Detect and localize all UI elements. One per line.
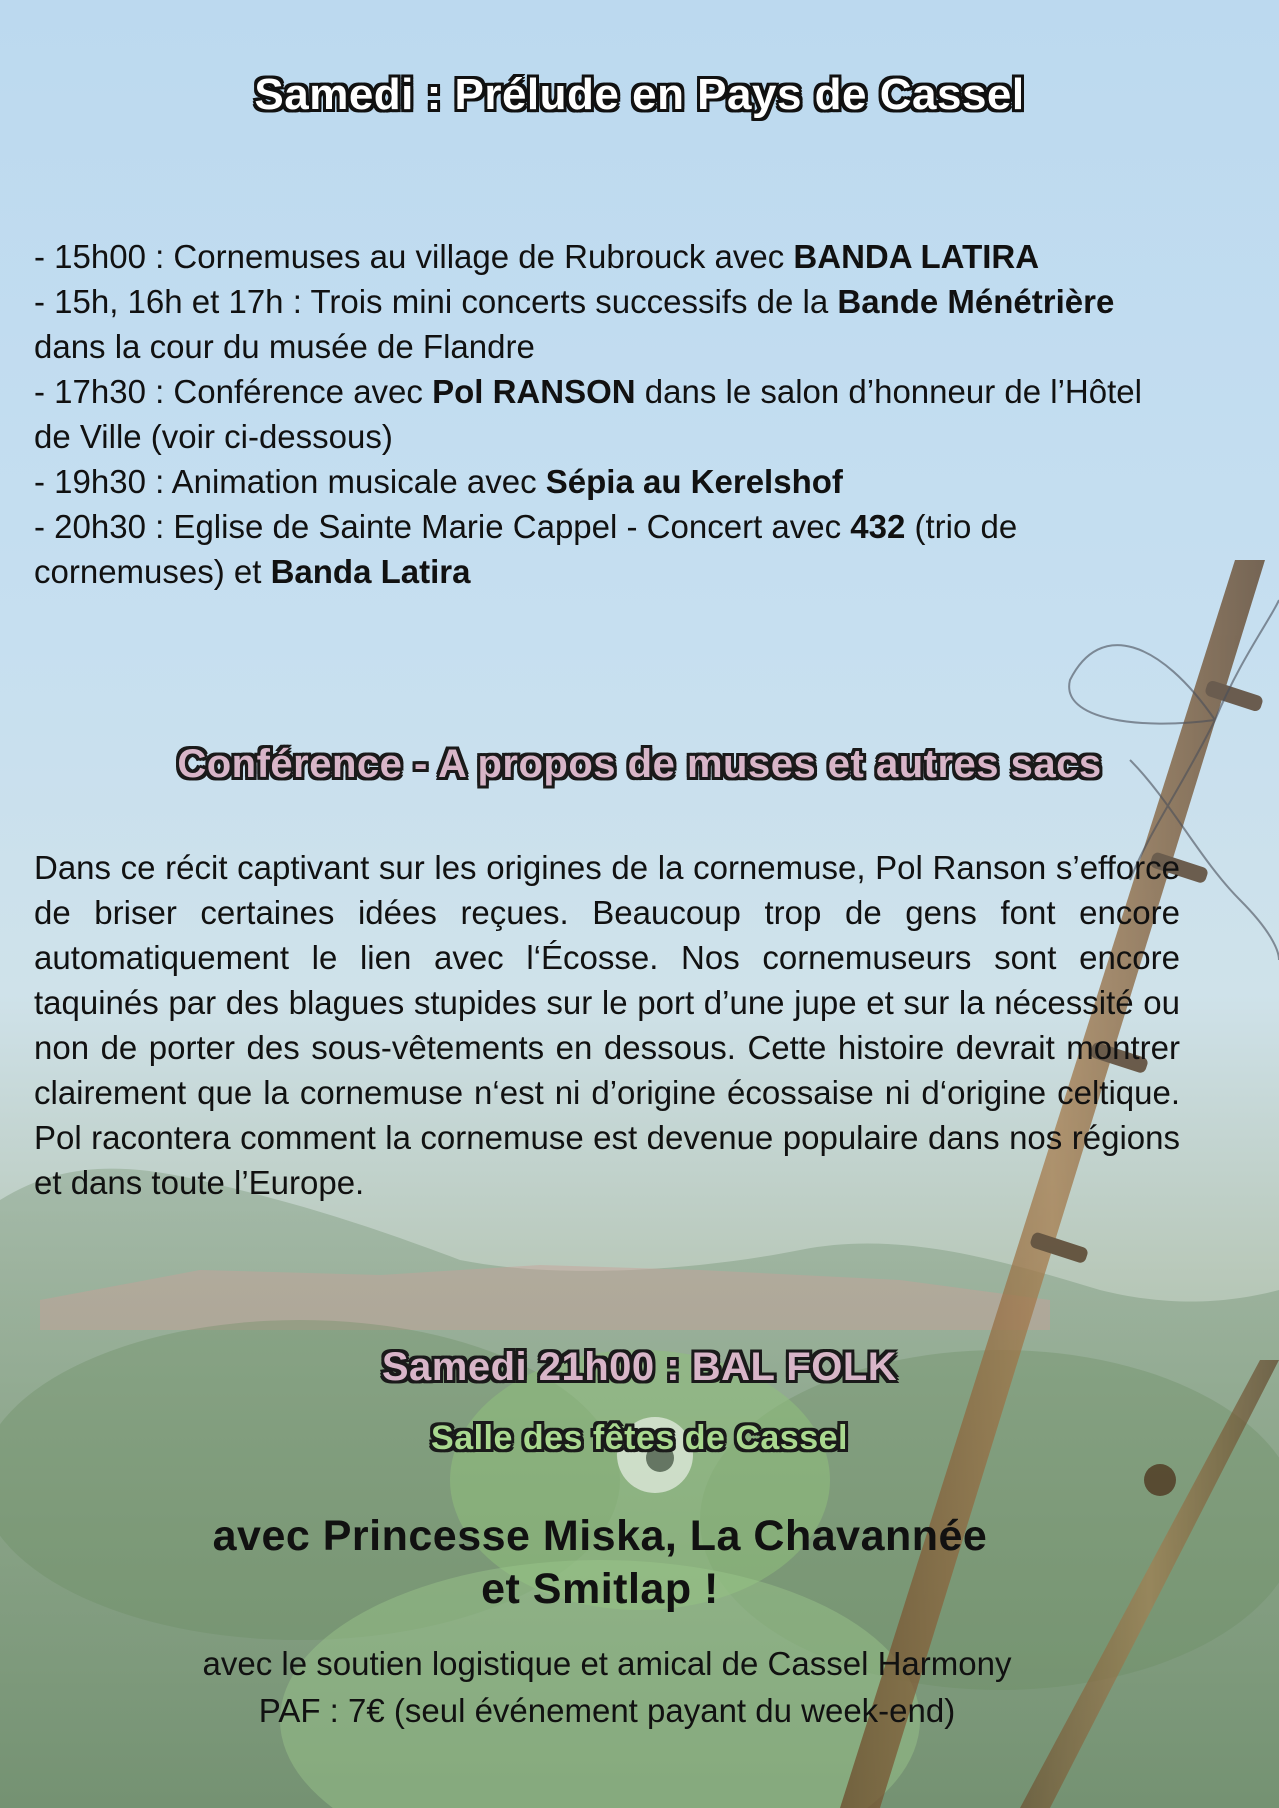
program-item-text: - 15h00 : Cornemuses au village de Rubrouck avec [34,238,794,275]
performers-line-1: avec Princesse Miska, La Chavannée [212,1512,988,1560]
program-item-artist: Sépia au Kerelshof [545,463,843,500]
program-item [34,369,1184,459]
program-item-text: (trio de cornemuses) et [34,508,1018,590]
program-item-text: - 20h30 : Eglise de Sainte Marie Cappel - Concert avec [34,508,851,545]
heading-samedi-prelude: Samedi : Prélude en Pays de Cassel [254,70,1025,119]
program-item-text: - 17h30 : Conférence avec [34,373,433,410]
program-item [34,234,1184,279]
footer-info [0,1640,1214,1734]
program-item [34,279,1184,369]
heading-conference: Conférence - A propos de muses et autres sacs [177,742,1102,786]
program-item-artist: 432 [850,508,906,545]
performers-line-2: et Smitlap ! [481,1565,719,1613]
program-item-artist: Banda Latira [270,553,471,590]
price-note: PAF : 7€ (seul événement payant du week-end) [258,1692,956,1729]
program-item-text: dans le salon d’honneur de l’Hôtel de Ville (voir ci-dessous) [34,373,1142,455]
program-item-text: - 15h, 16h et 17h : Trois mini concerts successifs de la [34,283,838,320]
program-item-artist: Bande Ménétrière [837,283,1115,320]
performers-line [0,1510,1200,1616]
program-item-artist: Pol RANSON [432,373,636,410]
program-item-artist: BANDA LATIRA [793,238,1040,275]
conference-description: Dans ce récit captivant sur les origines de la cornemuse, Pol Ranson s’efforce de briser certaines idées reçues. Beaucoup trop de gens font encore automatiquement le lien avec l‘Écosse. Nos cornemuseurs sont encore taquinés par des blagues stupides sur le port d’une jupe et sur la nécessité ou non de porter des sous-vêtements en dessous. Cette histoire devrait montrer clairement que la cornemuse n‘est ni d’origine écossaise ni d‘origine celtique. Pol racontera comment la cornemuse est devenue populaire dans nos régions et dans toute l’Europe. [34,849,1180,1201]
program-item [34,459,1184,504]
heading-bal-folk: Samedi 21h00 : BAL FOLK [381,1345,898,1389]
program-list [34,234,1184,594]
program-item-text: - 19h30 : Animation musicale avec [34,463,546,500]
program-item [34,504,1184,594]
program-item-text: dans la cour du musée de Flandre [34,328,535,365]
heading-venue: Salle des fêtes de Cassel [431,1419,848,1457]
support-note: avec le soutien logistique et amical de Cassel Harmony [202,1645,1012,1682]
